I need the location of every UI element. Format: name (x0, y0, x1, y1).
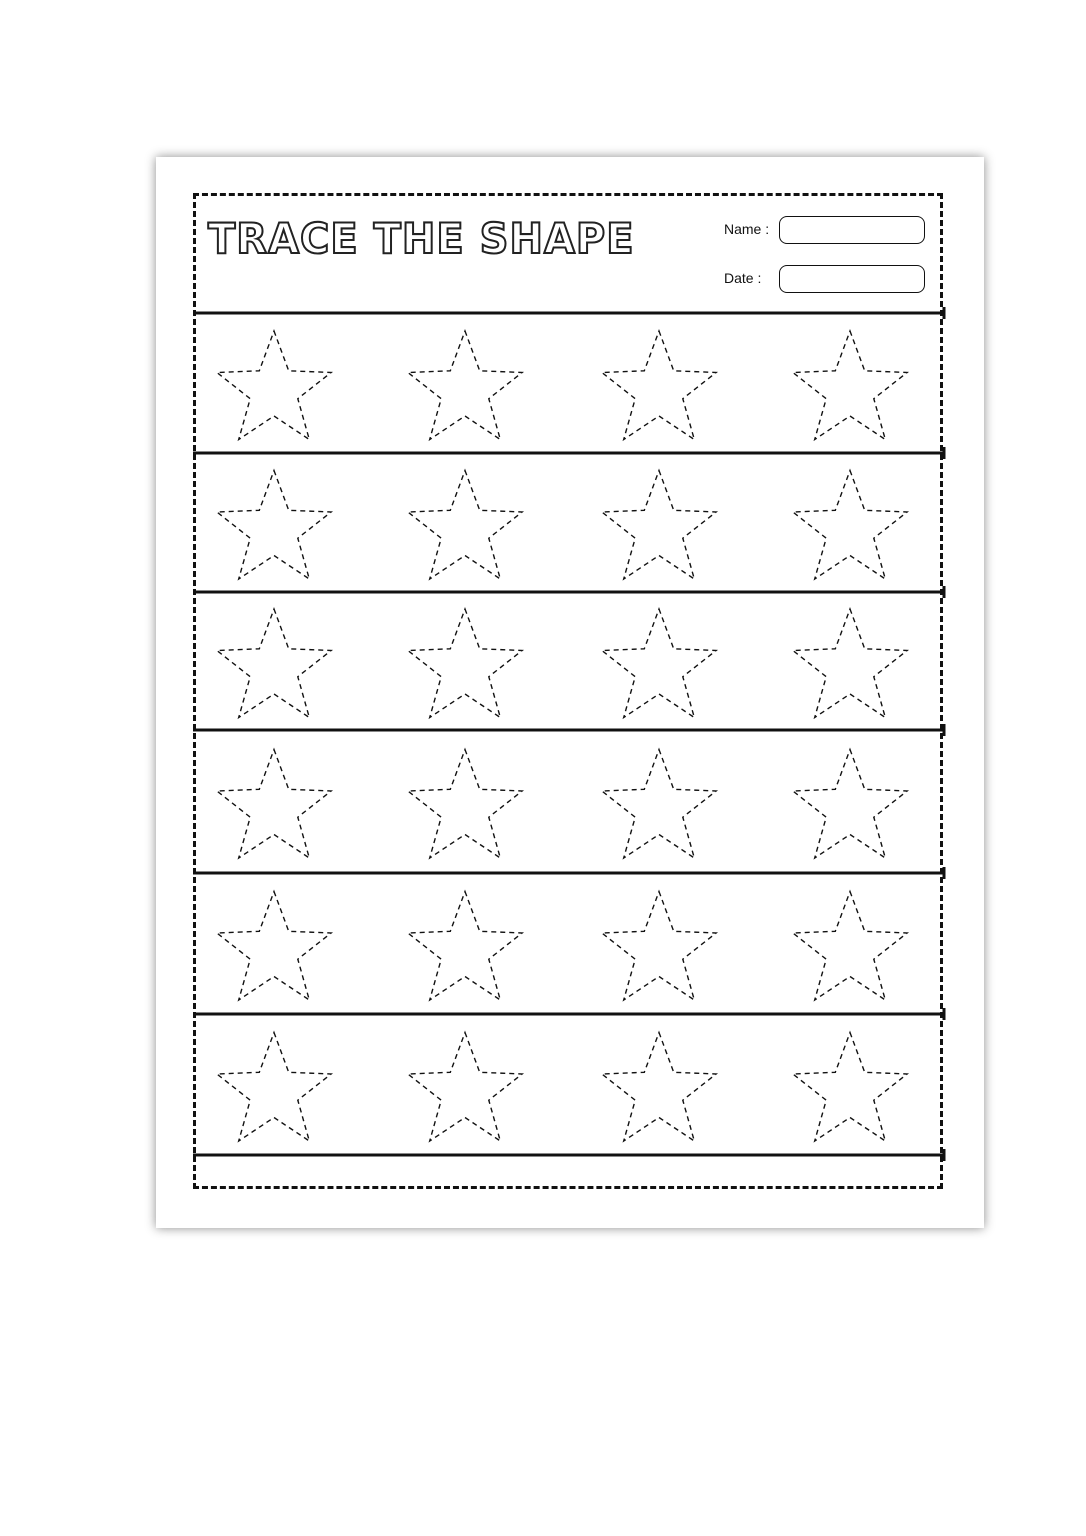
dashed-star-icon (408, 750, 522, 859)
name-label: Name : (724, 221, 770, 237)
dashed-star-icon (408, 609, 522, 718)
tracing-rows (156, 157, 984, 1228)
dashed-star-icon (793, 1033, 907, 1142)
dashed-star-icon (217, 471, 331, 580)
dashed-star-icon (602, 609, 716, 718)
dashed-star-icon (793, 750, 907, 859)
date-label: Date : (724, 270, 762, 286)
dashed-star-icon (217, 1033, 331, 1142)
dashed-star-icon (217, 892, 331, 1001)
dashed-star-icon (408, 471, 522, 580)
dashed-star-icon (602, 331, 716, 440)
dashed-star-icon (408, 892, 522, 1001)
worksheet-title: TRACE THE SHAPE (208, 215, 635, 264)
dashed-star-icon (217, 331, 331, 440)
dashed-star-icon (793, 609, 907, 718)
dashed-star-icon (793, 892, 907, 1001)
dashed-star-icon (602, 1033, 716, 1142)
dashed-star-icon (602, 471, 716, 580)
dashed-star-icon (602, 750, 716, 859)
worksheet-page (156, 157, 984, 1228)
dashed-star-icon (793, 471, 907, 580)
dashed-star-icon (408, 1033, 522, 1142)
dashed-star-icon (408, 331, 522, 440)
dashed-star-icon (602, 892, 716, 1001)
dashed-star-icon (217, 609, 331, 718)
dashed-star-icon (793, 331, 907, 440)
dashed-star-icon (217, 750, 331, 859)
